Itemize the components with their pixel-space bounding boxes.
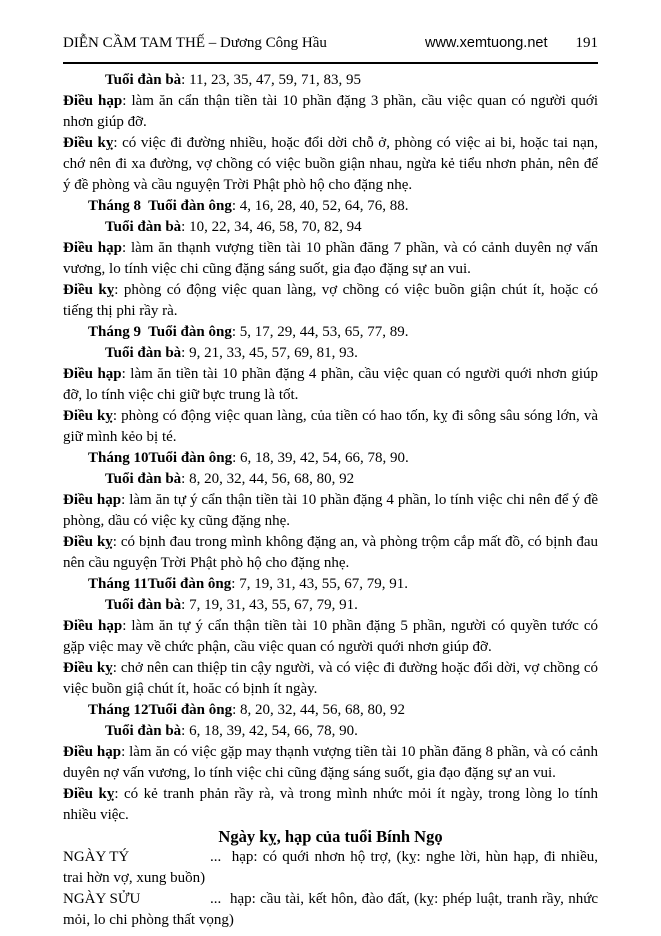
page-body — [63, 64, 602, 931]
month-ages-values: : 7, 19, 31, 43, 55, 67, 79, 91. — [231, 576, 408, 592]
ky-text: : chở nên can thiệp tin cậy người, và có việc đi đường hoặc đổi dời, vợ chồng có việc buồn giậ chút ít, hoăc có bịnh ít ngày. — [63, 660, 598, 697]
wife-ages-label: Tuổi đàn bà — [105, 345, 182, 361]
wife-ages-values: : 11, 23, 35, 47, 59, 71, 83, 95 — [181, 72, 362, 88]
ky-paragraph — [63, 280, 598, 322]
hap-label: Điều hạp — [63, 744, 122, 760]
wife-ages-label: Tuổi đàn bà — [105, 219, 182, 235]
ky-text: : có kẻ tranh phản rầy rà, và trong mình nhức mỏi ít ngày, trong lòng lo tính nhiều việc. — [63, 786, 599, 823]
ky-label: Điều kỵ — [63, 534, 113, 550]
ky-text: : phòng có động việc quan làng, vợ chồng có việc buồn giận chút ít, hoặc có tiếng thị phi rầy rà. — [63, 282, 598, 319]
wife-ages-values: : 8, 20, 32, 44, 56, 68, 80, 92 — [181, 471, 355, 487]
ky-text: : phòng có động việc quan làng, của tiền có hao tốn, kỵ đi sông sâu sóng lớn, và giữ mình kẻo bị té. — [63, 408, 598, 445]
hap-label: Điều hạp — [63, 618, 123, 634]
ky-label: Điều kỵ — [63, 408, 113, 424]
month-ages-label: Tháng 12Tuổi đàn ông — [88, 702, 233, 718]
hap-paragraph — [63, 490, 598, 532]
month-ages-values: : 4, 16, 28, 40, 52, 64, 76, 88. — [231, 198, 409, 214]
wife-ages-label: Tuổi đàn bà — [105, 723, 182, 739]
month-ages-label: Tháng 11Tuổi đàn ông — [88, 576, 232, 592]
hap-label: Điều hạp — [63, 240, 122, 256]
month-ages-label: Tháng 10Tuổi đàn ông — [88, 450, 233, 466]
wife-ages-line — [63, 343, 598, 364]
hap-text: : làm ăn cẩn thận tiền tài 10 phần đặng 3 phần, cầu việc quan có người quới nhơn giúp đỡ. — [63, 93, 598, 130]
wife-ages-values: : 6, 18, 39, 42, 54, 66, 78, 90. — [181, 723, 358, 739]
ky-paragraph — [63, 784, 598, 826]
month-ages-line — [63, 196, 598, 217]
section-heading: Ngày kỵ, hạp của tuổi Bính Ngọ — [218, 827, 443, 846]
page-header — [63, 0, 598, 64]
hap-paragraph — [63, 616, 598, 658]
ky-label: Điều kỵ — [63, 135, 114, 151]
wife-ages-line — [63, 217, 598, 238]
wife-ages-line — [63, 469, 598, 490]
hap-text: : làm ăn tự ý cẩn thận tiền tài 10 phần đặng 5 phần, người có quyền tước có gặp việc may về chức phận, cầu việc quan có người quới nhơn giúp đỡ. — [63, 618, 598, 655]
ky-paragraph — [63, 406, 598, 448]
day-line-suu — [63, 889, 602, 931]
hap-label: Điều hạp — [63, 366, 122, 382]
hap-paragraph — [63, 91, 598, 133]
hap-text: : làm ăn tự ý cẩn thận tiền tài 10 phần đặng 4 phần, lo tính việc chi nên để ý đề phòng, dầu có việc kỵ cũng đặng nhẹ. — [63, 492, 599, 529]
day-name: NGÀY SỬU — [63, 891, 141, 907]
day-line-ty — [63, 847, 602, 889]
month-ages-values: : 5, 17, 29, 44, 53, 65, 77, 89. — [231, 324, 409, 340]
hap-label: Điều hạp — [63, 93, 123, 109]
month-ages-label: Tháng 9 Tuổi đàn ông — [88, 324, 232, 340]
website-url: www.xemtuong.net — [424, 35, 548, 51]
ky-text: : có việc đi đường nhiều, hoặc đổi dời chỗ ở, phòng có việc ai bi, hoặc tai nạn, chớ nên đi xa đường, vợ chồng có việc buồn giận nhau, ngừa kẻ tiểu nhơn phản, nên để ý đề phòng và cầu nguyện Trời Phật phò hộ cho đặng nhẹ. — [63, 135, 599, 193]
month-ages-line — [63, 574, 598, 595]
hap-paragraph — [63, 742, 598, 784]
wife-ages-label: Tuổi đàn bà — [105, 597, 182, 613]
hap-label: Điều hạp — [63, 492, 122, 508]
hap-paragraph — [63, 364, 598, 406]
ky-paragraph — [63, 532, 598, 574]
day-name: NGÀY TÝ — [63, 849, 130, 865]
month-ages-line — [63, 322, 598, 343]
hap-text: : làm ăn thạnh vượng tiền tài 10 phần đăng 7 phần, và có cảnh duyên nợ vấn vương, lo tính việc chi cũng đặng sáng suốt, gia đạo đặng sự an vui. — [63, 240, 599, 277]
day-text: ... hạp: có quới nhơn hộ trợ, (kỵ: nghe lời, hùn hạp, đi nhiều, trai hờn vợ, xung buồn) — [63, 849, 602, 886]
ky-label: Điều kỵ — [63, 786, 115, 802]
day-text: ... hạp: cầu tài, kết hôn, đào đất, (kỵ: phép luật, tranh rầy, nhức mỏi, lo chi phòng thất vọng) — [63, 891, 602, 928]
wife-ages-label: Tuổi đàn bà — [105, 72, 182, 88]
wife-ages-line — [63, 721, 598, 742]
book-title: DIỄN CẦM TAM THẾ – Dương Công Hầu — [63, 35, 327, 51]
month-ages-line — [63, 448, 598, 469]
wife-ages-label: Tuổi đàn bà — [105, 471, 182, 487]
month-ages-values: : 6, 18, 39, 42, 54, 66, 78, 90. — [232, 450, 409, 466]
month-ages-line — [63, 700, 598, 721]
month-ages-label: Tháng 8 Tuổi đàn ông — [88, 198, 232, 214]
ky-paragraph — [63, 658, 598, 700]
wife-ages-line — [63, 70, 598, 91]
wife-ages-line — [63, 595, 598, 616]
ky-label: Điều kỵ — [63, 660, 113, 676]
ky-label: Điều kỵ — [63, 282, 115, 298]
ky-paragraph — [63, 133, 598, 196]
hap-text: : làm ăn có việc gặp may thạnh vượng tiền tài 10 phần đăng 8 phần, và có cảnh duyên nợ vấn vương, lo tính việc chi cũng đặng sáng suốt, gia đạo đặng sự an vui. — [63, 744, 598, 781]
ky-text: : có bịnh đau trong mình không đặng an, và phòng trộm cắp mất đồ, có bịnh đau nên cầu nguyện Trời Phật phò hộ cho đặng nhẹ. — [63, 534, 599, 571]
hap-text: : làm ăn tiền tài 10 phần đặng 4 phần, cầu việc quan có người quới nhơn giúp đỡ, lo tính việc chi giữ bực trung là tốt. — [63, 366, 599, 403]
wife-ages-values: : 7, 19, 31, 43, 55, 67, 79, 91. — [181, 597, 358, 613]
wife-ages-values: : 10, 22, 34, 46, 58, 70, 82, 94 — [181, 219, 362, 235]
wife-ages-values: : 9, 21, 33, 45, 57, 69, 81, 93. — [181, 345, 358, 361]
month-ages-values: : 8, 20, 32, 44, 56, 68, 80, 92 — [232, 702, 406, 718]
page-number: 191 — [575, 35, 598, 51]
hap-paragraph — [63, 238, 598, 280]
